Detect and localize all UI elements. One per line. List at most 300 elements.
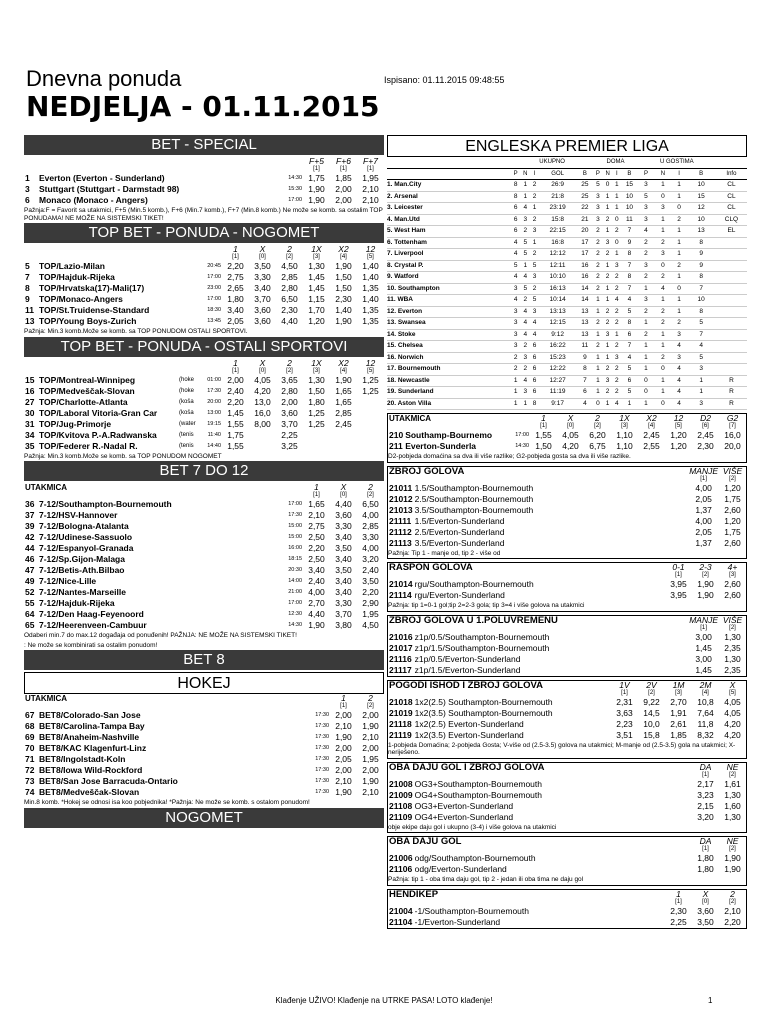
odds-cell[interactable]: 2,50	[308, 554, 325, 564]
odds-cell[interactable]: 1,45	[695, 642, 712, 653]
col-header: B	[621, 168, 638, 180]
odds-cell[interactable]: 1,20	[724, 515, 741, 526]
odds-cell[interactable]: 2,10	[335, 721, 352, 731]
odds-cell[interactable]: 2,70	[308, 598, 325, 608]
odds-cell[interactable]: 8,32	[697, 729, 714, 740]
odds-cell[interactable]: 1,65	[335, 396, 352, 407]
odds-cell[interactable]: 3,00	[695, 631, 712, 642]
odds-cell[interactable]: 4,20	[724, 718, 741, 729]
odds-cell[interactable]: 2,35	[724, 642, 741, 653]
odds-cell[interactable]: 1,91	[670, 707, 687, 718]
odds-cell[interactable]: 1,25	[362, 374, 379, 385]
odds-cell[interactable]: 8,00	[254, 418, 271, 429]
odds-cell[interactable]: 3,50	[335, 565, 352, 575]
zbroj-table	[388, 467, 746, 549]
odds-cell[interactable]: 1,45	[227, 407, 244, 418]
odds-cell[interactable]: 1,50	[535, 441, 552, 451]
odds-cell[interactable]: 2,00	[335, 195, 352, 205]
col-code: [3]	[675, 689, 682, 696]
odds-cell[interactable]: 1,40	[362, 294, 379, 304]
odds-cell[interactable]: 3,50	[697, 916, 714, 927]
odds-cell[interactable]: 1,65	[308, 499, 325, 509]
odds-cell[interactable]: 3,60	[281, 407, 298, 418]
odds-cell[interactable]	[357, 408, 384, 419]
odds-cell[interactable]: 4,00	[362, 543, 379, 553]
event-time: 14:30	[515, 443, 529, 449]
group-header: U GOSTIMA	[638, 157, 716, 168]
table-row	[24, 419, 384, 430]
odds-cell[interactable]	[357, 419, 384, 430]
odds-cell[interactable]: 1,90	[362, 776, 379, 786]
odds-cell[interactable]: 6,50	[281, 294, 298, 304]
col-header: 1	[676, 888, 681, 899]
odds-cell[interactable]: 1,50	[335, 283, 352, 293]
odds-cell[interactable]: 9,22	[643, 696, 660, 707]
stat-cell: 1	[654, 214, 672, 226]
odds-cell[interactable]: 2,17	[697, 778, 714, 789]
odds-cell[interactable]: 2,05	[227, 316, 244, 326]
odds-cell[interactable]: 1,37	[695, 537, 712, 548]
odds-cell[interactable]: 3,20	[362, 554, 379, 564]
stat-cell: 2	[593, 272, 602, 284]
odds-cell[interactable]: 3,80	[335, 620, 352, 630]
odds-cell[interactable]: 2,60	[724, 504, 741, 515]
odds-cell[interactable]: 4,20	[724, 729, 741, 740]
odds-cell[interactable]	[357, 430, 384, 441]
odds-cell[interactable]: 13,0	[254, 396, 271, 407]
stat-cell: 5	[530, 260, 538, 272]
odds-cell[interactable]: 1,40	[335, 305, 352, 315]
stat-cell: 6	[530, 364, 538, 376]
stat-cell: 11:19	[539, 387, 577, 399]
col-code: [2]	[729, 624, 736, 631]
table-row	[388, 527, 746, 538]
stat-cell: EL	[716, 226, 747, 238]
odds-cell[interactable]: 1,40	[362, 261, 379, 271]
event-name: 7-12/Southampton-Bournemouth	[39, 499, 172, 509]
odds-cell[interactable]: 10,8	[697, 696, 714, 707]
utakmica-section	[387, 413, 747, 463]
odds-cell[interactable]: 2,20	[227, 261, 244, 271]
odds-cell[interactable]: 1,85	[670, 729, 687, 740]
odds-cell[interactable]: 2,30	[697, 441, 714, 451]
col-code: [1]	[313, 166, 320, 172]
col-header: X	[259, 244, 266, 254]
stat-cell: 4	[638, 226, 654, 238]
odds-cell[interactable]: 2,20	[227, 396, 244, 407]
col-header: X2	[338, 357, 349, 368]
odds-cell[interactable]: 1,95	[362, 609, 379, 619]
odds-cell[interactable]: 1,90	[335, 316, 352, 326]
odds-cell[interactable]: 3,51	[616, 729, 633, 740]
stat-cell	[716, 364, 747, 376]
odds-cell[interactable]: 1,30	[308, 374, 325, 385]
odds-cell[interactable]: 1,75	[724, 526, 741, 537]
odds-cell[interactable]: 1,90	[335, 732, 352, 742]
odds-cell[interactable]	[357, 397, 384, 408]
odds-cell[interactable]: 1,35	[362, 316, 379, 326]
odds-cell[interactable]: 1,80	[308, 396, 325, 407]
odds-cell[interactable]: 2,05	[695, 526, 712, 537]
stat-cell: 15:23	[539, 352, 577, 364]
odds-cell[interactable]: 1,90	[697, 590, 714, 600]
odds-cell[interactable]: 1,55	[227, 418, 244, 429]
stat-cell: 6	[621, 375, 638, 387]
odds-cell[interactable]: 2,20	[724, 916, 741, 927]
odds-cell[interactable]: 3,50	[254, 261, 271, 271]
odds-cell[interactable]: 4,05	[254, 374, 271, 385]
odds-cell[interactable]: 1,35	[362, 305, 379, 315]
odds-cell[interactable]: 1,55	[227, 440, 244, 451]
odds-cell[interactable]: 3,95	[670, 579, 687, 589]
odds-cell[interactable]: 2,35	[724, 664, 741, 675]
sport-label: (tenis	[179, 442, 194, 449]
odds-cell[interactable]: 4,05	[562, 430, 579, 440]
odds-cell[interactable]: 1,30	[724, 789, 741, 800]
odds-cell[interactable]: 1,25	[308, 418, 325, 429]
odds-cell[interactable]: 1,35	[362, 283, 379, 293]
odds-cell[interactable]: 2,40	[227, 385, 244, 396]
col-header: N	[654, 168, 672, 180]
odds-cell[interactable]: 1,75	[308, 173, 325, 183]
odds-cell[interactable]: 2,70	[670, 696, 687, 707]
odds-cell[interactable]: 1,90	[362, 721, 379, 731]
odds-cell[interactable]: 2,20	[362, 587, 379, 597]
odds-cell[interactable]: 1,60	[724, 800, 741, 811]
odds-cell[interactable]: 1,20	[724, 482, 741, 493]
stat-cell: 4	[511, 272, 520, 284]
odds-cell[interactable]: 3,23	[697, 789, 714, 800]
odds-cell[interactable]: 2,75	[227, 272, 244, 282]
table-row	[387, 318, 747, 330]
col-header: 2	[368, 693, 373, 703]
stat-cell: CL	[716, 203, 747, 215]
odds-cell[interactable]: 4,05	[724, 707, 741, 718]
stat-cell: CLQ	[716, 214, 747, 226]
odds-cell[interactable]: 20,0	[724, 441, 741, 451]
odds-cell[interactable]: 3,95	[670, 590, 687, 600]
odds-cell[interactable]: 1,90	[697, 579, 714, 589]
event-name: 7-12/Udinese-Sassuolo	[39, 532, 133, 542]
odds-cell[interactable]: 2,55	[643, 441, 660, 451]
odds-cell[interactable]: 6,50	[362, 499, 379, 509]
odds-cell[interactable]: 1,90	[308, 184, 325, 194]
odds-cell[interactable]: 2,10	[362, 184, 379, 194]
col-code: [1]	[621, 689, 628, 696]
odds-cell[interactable]: 2,05	[695, 493, 712, 504]
odds-cell[interactable]: 4,50	[281, 261, 298, 271]
table-row	[24, 261, 384, 272]
event-name: TOP/Kvitova P.-A.Radwanska	[39, 429, 157, 440]
odds-cell[interactable]: 1,30	[308, 261, 325, 271]
section-bet-8: BET 8	[24, 650, 384, 670]
stat-cell: 5	[511, 260, 520, 272]
odds-cell[interactable]: 1,90	[335, 374, 352, 385]
odds-cell[interactable]: 1,25	[308, 407, 325, 418]
col-header: B	[577, 168, 594, 180]
table-row	[24, 195, 384, 206]
odds-cell[interactable]: 3,70	[281, 418, 298, 429]
odds-cell[interactable]: 1,90	[335, 261, 352, 271]
odds-cell[interactable]: 3,30	[362, 532, 379, 542]
odds-cell[interactable]: 1,40	[362, 272, 379, 282]
odds-cell[interactable]: 4,40	[335, 499, 352, 509]
odds-cell[interactable]: 2,65	[227, 283, 244, 293]
odds-cell[interactable]: 1,25	[362, 385, 379, 396]
odds-cell[interactable]: 2,85	[362, 521, 379, 531]
odds-cell[interactable]	[249, 441, 276, 452]
sport-label: (hoke	[179, 376, 195, 383]
odds-cell[interactable]: 4,00	[695, 515, 712, 526]
odds-cell[interactable]: 2,23	[616, 718, 633, 729]
stat-cell: 3	[638, 203, 654, 215]
odds-cell[interactable]: 2,00	[362, 765, 379, 775]
odds-cell[interactable]: 2,80	[281, 385, 298, 396]
odds-cell[interactable]: 3,50	[335, 543, 352, 553]
odds-cell[interactable]: 2,60	[724, 537, 741, 548]
odds-cell[interactable]: 4,20	[254, 385, 271, 396]
odds-cell[interactable]: 1,95	[362, 173, 379, 183]
odds-cell[interactable]: 4,05	[724, 696, 741, 707]
stat-cell: 1	[603, 398, 613, 410]
odds-cell[interactable]: 4,50	[362, 620, 379, 630]
odds-cell[interactable]: 10,0	[643, 718, 660, 729]
event-name: 1x2(2.5) Southampton-Bournemouth	[414, 696, 553, 707]
table-row	[388, 654, 746, 665]
odds-cell[interactable]: 4,40	[281, 316, 298, 326]
sport-label: (water	[179, 420, 196, 427]
odds-cell[interactable]: 2,00	[281, 396, 298, 407]
odds-cell[interactable]: 2,45	[643, 430, 660, 440]
odds-cell[interactable]: 6,75	[589, 441, 606, 451]
odds-cell[interactable]: 2,30	[670, 905, 687, 916]
odds-cell[interactable]: 1,20	[670, 441, 687, 451]
table-row	[388, 643, 746, 654]
odds-cell[interactable]: 3,40	[308, 565, 325, 575]
odds-cell[interactable]: 2,40	[362, 565, 379, 575]
odds-cell[interactable]: 4,40	[308, 609, 325, 619]
table-row	[388, 505, 746, 516]
odds-cell[interactable]: 2,30	[281, 305, 298, 315]
odds-cell[interactable]	[357, 441, 384, 452]
odds-cell[interactable]: 4,20	[562, 441, 579, 451]
odds-cell[interactable]: 2,80	[281, 283, 298, 293]
odds-cell[interactable]: 1,85	[335, 173, 352, 183]
odds-cell[interactable]: 1,50	[335, 272, 352, 282]
odds-cell[interactable]: 2,10	[362, 732, 379, 742]
stat-cell: 1	[593, 329, 602, 341]
odds-cell[interactable]: 3,20	[697, 811, 714, 822]
stat-cell: 3	[530, 306, 538, 318]
odds-cell[interactable]	[249, 430, 276, 441]
odds-cell[interactable]: 3,40	[335, 554, 352, 564]
odds-cell[interactable]: 1,75	[227, 429, 244, 440]
event-number: 11	[25, 305, 34, 315]
odds-cell[interactable]: 1,37	[695, 504, 712, 515]
odds-cell[interactable]: 3,65	[281, 374, 298, 385]
stat-cell: 11	[621, 214, 638, 226]
odds-cell[interactable]: 3,40	[335, 576, 352, 586]
odds-cell[interactable]: 16,0	[254, 407, 271, 418]
top_nogomet-table	[24, 245, 384, 327]
odds-cell[interactable]: 7,64	[697, 707, 714, 718]
odds-cell[interactable]	[303, 441, 330, 452]
odds-cell[interactable]: 11,8	[697, 718, 714, 729]
odds-cell[interactable]: 1,15	[308, 294, 325, 304]
odds-cell[interactable]: 1,30	[724, 631, 741, 642]
stat-cell: 7	[577, 375, 594, 387]
stat-cell: 8	[530, 398, 538, 410]
odds-cell[interactable]: 1,90	[308, 195, 325, 205]
odds-cell[interactable]: 1,80	[697, 864, 714, 874]
odds-cell[interactable]: 3,40	[335, 532, 352, 542]
odds-cell[interactable]: 2,75	[308, 521, 325, 531]
col-code: [5]	[729, 689, 736, 696]
table-row	[388, 906, 746, 917]
odds-cell[interactable]: 1,30	[724, 811, 741, 822]
odds-cell[interactable]: 3,50	[362, 576, 379, 586]
odds-cell[interactable]: 1,90	[724, 853, 741, 863]
odds-cell[interactable]: 1,90	[724, 864, 741, 874]
odds-cell[interactable]: 1,10	[616, 441, 633, 451]
odds-cell[interactable]: 2,00	[362, 710, 379, 720]
odds-cell[interactable]: 14,5	[643, 707, 660, 718]
stat-cell: 3	[520, 387, 530, 399]
odds-cell[interactable]: 3,00	[695, 653, 712, 664]
odds-cell[interactable]: 2,00	[335, 184, 352, 194]
odds-cell[interactable]: 15,8	[643, 729, 660, 740]
odds-cell[interactable]	[303, 430, 330, 441]
odds-cell[interactable]: 3,40	[254, 283, 271, 293]
odds-cell[interactable]: 1,90	[335, 787, 352, 797]
pogodi-ishod-section	[387, 680, 747, 759]
right-column	[387, 135, 747, 929]
odds-cell[interactable]: 3,63	[616, 707, 633, 718]
odds-cell[interactable]: 1,70	[308, 305, 325, 315]
odds-cell[interactable]: 1,75	[724, 493, 741, 504]
odds-cell[interactable]: 1,80	[227, 294, 244, 304]
odds-cell[interactable]: 3,40	[227, 305, 244, 315]
odds-cell[interactable]: 2,60	[724, 579, 741, 589]
odds-cell[interactable]: 2,10	[308, 510, 325, 520]
odds-cell[interactable]: 3,60	[254, 305, 271, 315]
odds-cell[interactable]: 2,00	[335, 743, 352, 753]
odds-cell[interactable]: 2,30	[335, 294, 352, 304]
odds-cell[interactable]: 2,61	[670, 718, 687, 729]
odds-cell[interactable]: 2,00	[227, 374, 244, 385]
odds-cell[interactable]: 1,65	[335, 385, 352, 396]
table-row	[24, 576, 384, 587]
stat-cell: 3	[593, 191, 602, 203]
odds-cell[interactable]: 2,25	[281, 429, 298, 440]
event-name: OG4+Everton-Sunderland	[414, 811, 514, 822]
odds-cell[interactable]	[330, 430, 357, 441]
odds-cell[interactable]: 1,80	[697, 853, 714, 863]
odds-cell[interactable]: 1,50	[308, 385, 325, 396]
odds-cell[interactable]: 1,20	[670, 430, 687, 440]
odds-cell[interactable]: 16,0	[724, 430, 741, 440]
odds-cell[interactable]: 2,00	[362, 743, 379, 753]
odds-cell[interactable]: 2,00	[335, 765, 352, 775]
odds-cell[interactable]: 3,70	[254, 294, 271, 304]
col-code: [2]	[594, 423, 601, 429]
odds-cell[interactable]: 2,20	[308, 543, 325, 553]
odds-cell[interactable]: 2,10	[362, 195, 379, 205]
odds-cell[interactable]: 3,30	[335, 521, 352, 531]
odds-cell[interactable]: 4,00	[362, 510, 379, 520]
odds-cell[interactable]: 1,61	[724, 778, 741, 789]
stat-cell: 3	[511, 318, 520, 330]
odds-cell[interactable]: 2,10	[335, 776, 352, 786]
event-number: 67	[25, 710, 35, 720]
event-number: 9	[25, 294, 30, 304]
odds-cell[interactable]: 2,45	[335, 418, 352, 429]
odds-cell[interactable]: 3,60	[697, 905, 714, 916]
odds-cell[interactable]: 2,10	[724, 905, 741, 916]
odds-cell[interactable]: 2,85	[281, 272, 298, 282]
odds-cell[interactable]: 3,30	[254, 272, 271, 282]
stat-cell: 20	[577, 226, 594, 238]
odds-cell[interactable]: 2,10	[362, 787, 379, 797]
team-name: 10. Southampton	[387, 283, 511, 295]
odds-cell[interactable]: 3,60	[335, 510, 352, 520]
odds-cell[interactable]: 4,00	[695, 482, 712, 493]
odds-cell[interactable]: 2,45	[697, 430, 714, 440]
odds-cell[interactable]: 1,45	[308, 272, 325, 282]
col-code: [1]	[700, 624, 707, 631]
odds-cell[interactable]: 1,90	[308, 620, 325, 630]
odds-cell[interactable]: 2,60	[724, 590, 741, 600]
stat-cell: 1	[654, 295, 672, 307]
table-row	[387, 180, 747, 192]
team-name: 19. Sunderland	[387, 387, 511, 399]
odds-cell[interactable]: 3,30	[335, 598, 352, 608]
odds-cell[interactable]: 2,25	[670, 916, 687, 927]
stat-cell: 1	[672, 180, 687, 192]
odds-cell[interactable]: 2,05	[335, 754, 352, 764]
odds-cell[interactable]: 3,60	[254, 316, 271, 326]
odds-cell[interactable]: 1,45	[695, 664, 712, 675]
odds-cell[interactable]: 2,40	[308, 576, 325, 586]
odds-cell[interactable]: 1,20	[308, 316, 325, 326]
odds-cell[interactable]: 3,25	[281, 440, 298, 451]
odds-cell[interactable]: 4,00	[308, 587, 325, 597]
odds-cell[interactable]: 1,10	[616, 430, 633, 440]
odds-cell[interactable]: 2,15	[697, 800, 714, 811]
event-number: 30	[25, 407, 35, 418]
odds-cell[interactable]	[330, 441, 357, 452]
odds-cell[interactable]: 2,50	[308, 532, 325, 542]
odds-cell[interactable]: 6,20	[589, 430, 606, 440]
table-row	[24, 765, 384, 776]
odds-cell[interactable]: 1,30	[724, 653, 741, 664]
zbroj-golova-section	[387, 466, 747, 560]
odds-cell[interactable]: 2,00	[335, 710, 352, 720]
stat-cell: 9	[686, 249, 715, 261]
event-name: BET8/Iowa Wild-Rockford	[39, 765, 143, 775]
odds-cell[interactable]: 1,45	[308, 283, 325, 293]
odds-cell[interactable]: 3,70	[335, 609, 352, 619]
stat-cell: 1	[621, 398, 638, 410]
odds-cell[interactable]: 1,55	[535, 430, 552, 440]
odds-cell[interactable]: 2,90	[362, 598, 379, 608]
odds-cell[interactable]: 1,95	[362, 754, 379, 764]
league-title: ENGLESKA PREMIER LIGA	[387, 135, 747, 157]
odds-cell[interactable]: 3,40	[335, 587, 352, 597]
odds-cell[interactable]: 2,85	[335, 407, 352, 418]
odds-cell[interactable]: 2,31	[616, 696, 633, 707]
event-time: 17:30	[315, 767, 329, 773]
